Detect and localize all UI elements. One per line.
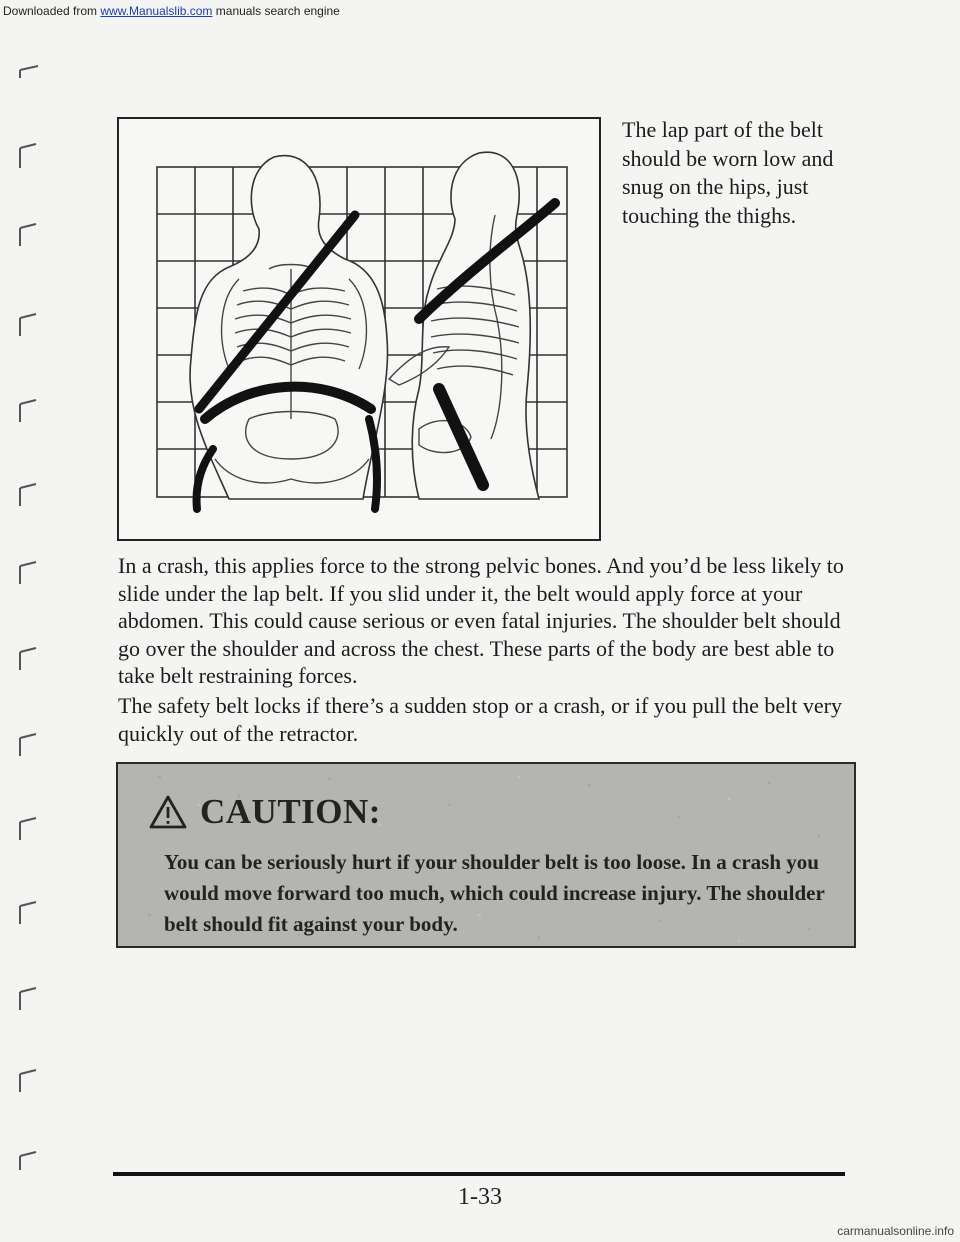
warning-triangle-icon — [148, 794, 188, 830]
caution-title: CAUTION: — [200, 792, 381, 831]
caution-box — [116, 762, 856, 948]
binder-margin-marks — [0, 0, 110, 1242]
lap-belt-note: The lap part of the belt should be worn low and snug on the hips, just touching the thighs. — [622, 117, 834, 228]
seat-belt-figure — [117, 117, 601, 541]
footer-divider — [113, 1172, 845, 1176]
manualslib-link[interactable]: www.Manualslib.com — [100, 4, 213, 18]
site-watermark: carmanualsonline.info — [837, 1224, 954, 1238]
crash-force-paragraph: In a crash, this applies force to the strong pelvic bones. And you’d be less likely to slide under the lap belt. If you slid under it, the belt would apply force at your abdomen. This could cause serious or even fatal injuries. The shoulder belt should go over the shoulder and across the chest. These parts of the body are best able to take belt restraining forces. — [118, 553, 844, 688]
caution-header — [148, 788, 381, 836]
header-prefix: Downloaded from — [3, 4, 101, 18]
belt-lock-paragraph: The safety belt locks if there’s a sudden stop or a crash, or if you pull the belt very quickly out of the retractor. — [118, 693, 842, 746]
page-number: 1-33 — [458, 1184, 502, 1210]
download-header — [0, 0, 960, 22]
seat-belt-skeleton-illustration — [119, 119, 599, 539]
caution-text: You can be seriously hurt if your shoulder belt is too loose. In a crash you would move forward too much, which could increase injury. The shoulder belt should fit against your body. — [164, 850, 825, 936]
header-suffix: manuals search engine — [212, 4, 340, 18]
